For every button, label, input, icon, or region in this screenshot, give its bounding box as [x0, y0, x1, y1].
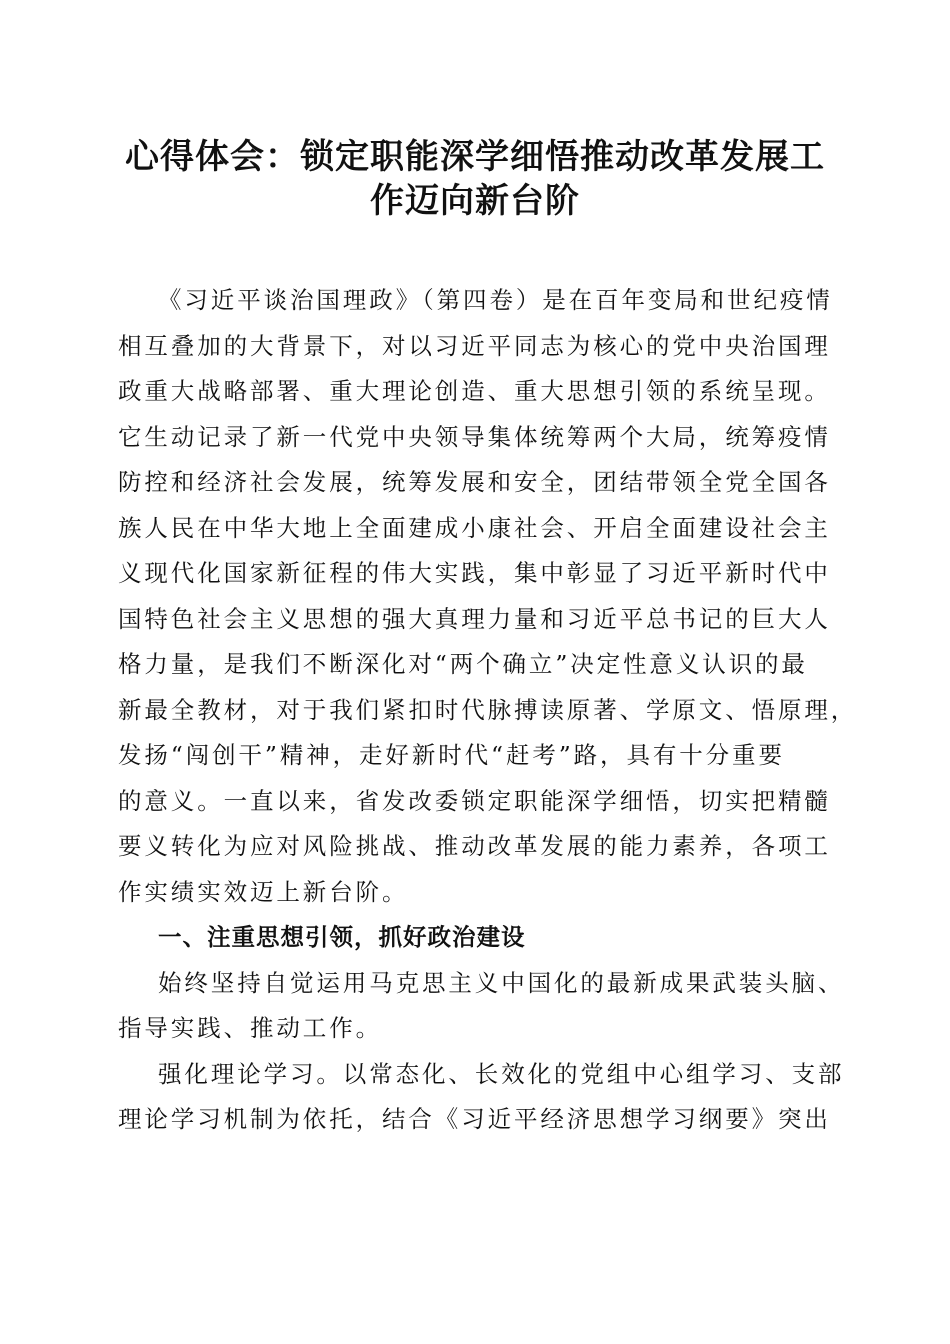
paragraph-line: 强化理论学习。以常态化、长效化的党组中心组学习、支部 — [158, 1059, 845, 1088]
paragraph-line: 防控和经济社会发展，统筹发展和安全，团结带领全党全国各 — [118, 468, 831, 496]
section-heading: 一、注重思想引领，抓好政治建设 — [158, 923, 526, 951]
document-body — [118, 278, 858, 1143]
paragraph-line: 相互叠加的大背景下，对以习近平同志为核心的党中央治国理 — [118, 331, 831, 360]
paragraph-line: 理论学习机制为依托，结合《习近平经济思想学习纲要》突出 — [118, 1105, 831, 1133]
paragraph-line: 发扬“闯创干”精神，走好新时代“赶考”路，具有十分重要 — [118, 741, 785, 769]
paragraph-line: 《习近平谈治国理政》（第四卷）是在百年变局和世纪疫情 — [158, 286, 833, 314]
section-paragraph — [118, 1052, 845, 1143]
paragraph-line: 新最全教材，对于我们紧扣时代脉搏读原著、学原文、悟原理， — [118, 695, 858, 724]
paragraph-line: 始终坚持自觉运用马克思主义中国化的最新成果武装头脑、 — [158, 968, 845, 997]
paragraph-line: 义现代化国家新征程的伟大实践，集中彰显了习近平新时代中 — [118, 559, 831, 587]
paragraph-line: 作实绩实效迈上新台阶。 — [118, 877, 409, 906]
intro-paragraph — [118, 278, 858, 915]
paragraph-line: 它生动记录了新一代党中央领导集体统筹两个大局，统筹疫情 — [118, 422, 831, 451]
paragraph-line: 的意义。一直以来，省发改委锁定职能深学细悟，切实把精髓 — [118, 786, 831, 815]
paragraph-line: 指导实践、推动工作。 — [118, 1014, 382, 1042]
document-title — [110, 135, 840, 223]
paragraph-line: 格力量，是我们不断深化对“两个确立”决定性意义认识的最 — [118, 650, 808, 678]
title-line: 作迈向新台阶 — [370, 181, 580, 221]
section-paragraph — [118, 961, 845, 1052]
paragraph-line: 族人民在中华大地上全面建成小康社会、开启全面建设社会主 — [118, 513, 831, 542]
paragraph-line: 政重大战略部署、重大理论创造、重大思想引领的系统呈现。 — [118, 377, 831, 405]
paragraph-line: 国特色社会主义思想的强大真理力量和习近平总书记的巨大人 — [118, 604, 831, 633]
paragraph-line: 要义转化为应对风险挑战、推动改革发展的能力素养，各项工 — [118, 832, 831, 860]
title-line: 心得体会：锁定职能深学细悟推动改革发展工 — [125, 137, 825, 177]
